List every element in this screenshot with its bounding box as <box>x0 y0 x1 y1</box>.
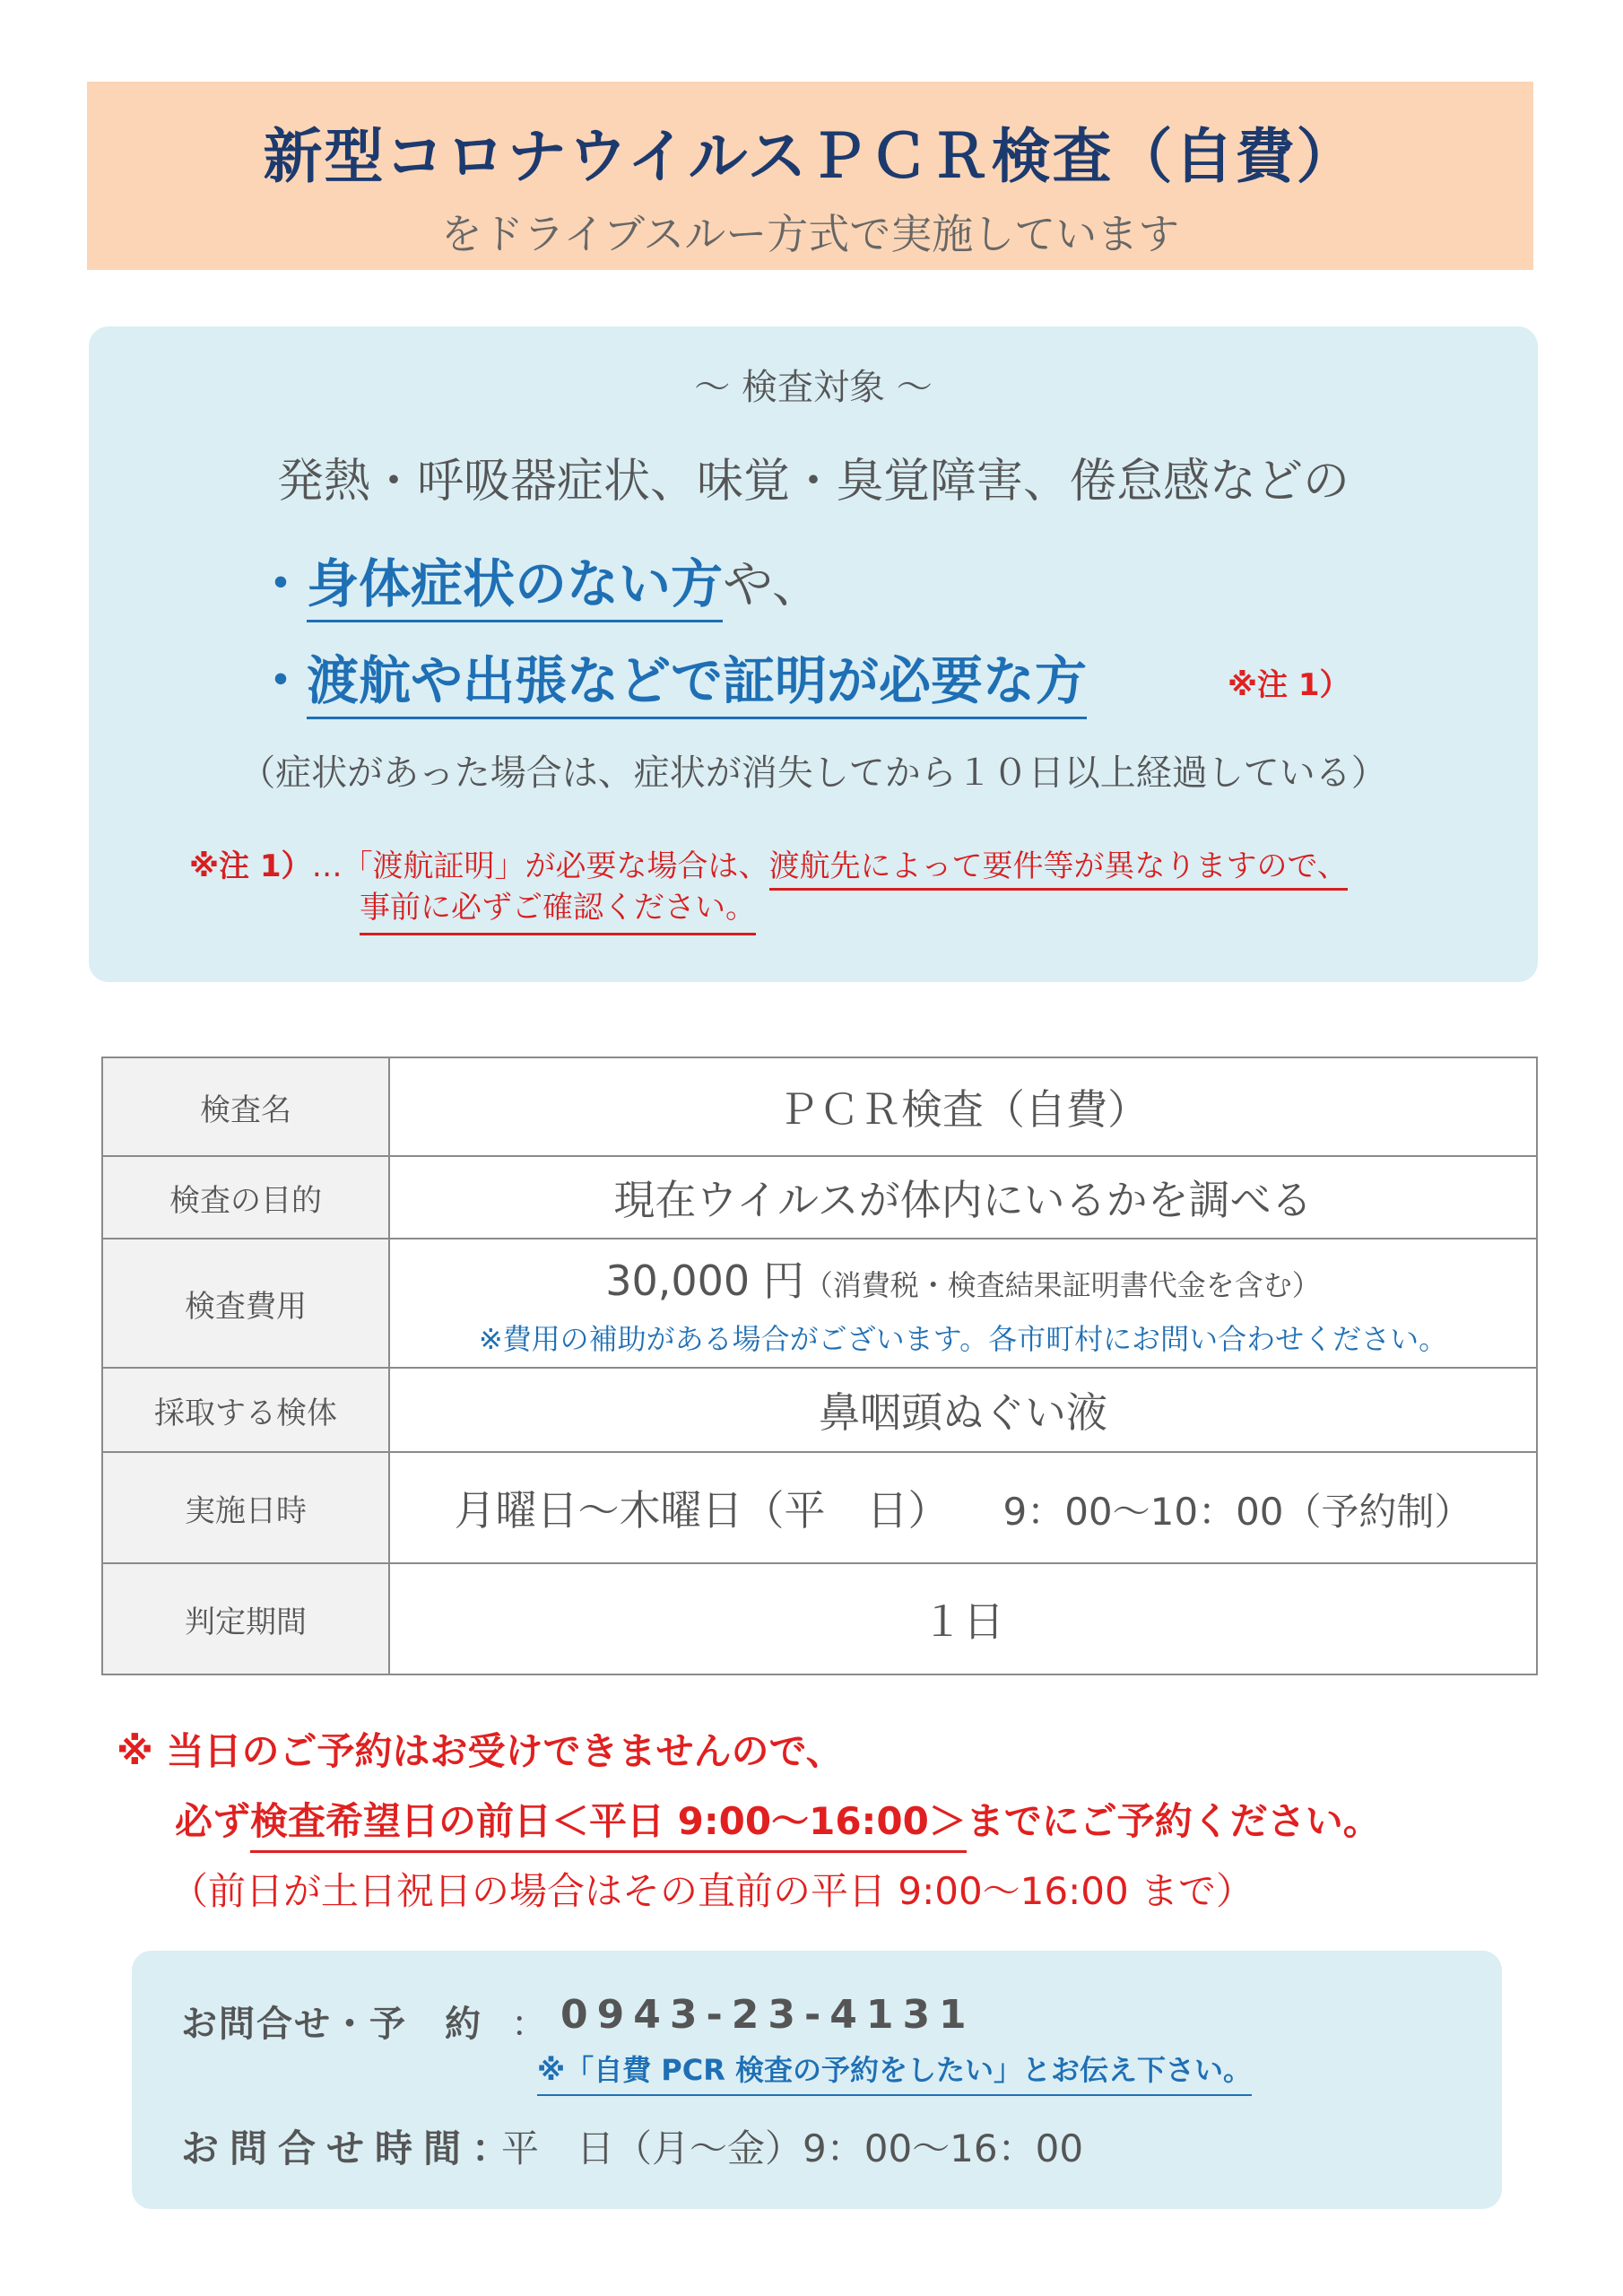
row-value: ＰＣＲ検査（自費） <box>389 1057 1537 1156</box>
target-symptoms: 発熱・呼吸器症状、味覚・臭覚障害、倦怠感などの <box>276 455 1350 509</box>
notice-prefix: 必ず <box>175 1799 251 1843</box>
notice-underlined: 検査希望日の前日＜平日 9:00～16:00＞ <box>250 1799 967 1853</box>
target-item-certificate <box>255 639 1087 714</box>
target-item-suffix: や、 <box>723 556 822 614</box>
notice-line-2 <box>175 1792 1381 1846</box>
cost-note: （消費税・検査結果証明書代金を含む） <box>803 1268 1321 1302</box>
schedule-days: 月曜日～木曜日（平 日） <box>454 1486 950 1535</box>
info-table <box>101 1057 1538 1675</box>
target-item-main: 渡航や出張などで証明が必要な方 <box>307 650 1087 719</box>
note-1-underlined: 渡航先によって要件等が異なりますので、 <box>769 848 1348 891</box>
note-1-line-1 <box>189 841 1348 885</box>
target-condition: （症状があった場合は、症状が消失してから１０日以上経過している） <box>239 752 1387 794</box>
table-row <box>102 1239 1537 1368</box>
note-1-line-2 <box>360 883 756 926</box>
row-label: 検査の目的 <box>102 1156 389 1239</box>
row-label: 実施日時 <box>102 1452 389 1563</box>
page-title: 新型コロナウイルスＰＣＲ検査（自費） <box>263 122 1358 191</box>
target-item-main: 身体症状のない方 <box>307 553 723 622</box>
schedule-time: 9：00～10：00（予約制） <box>1002 1490 1472 1534</box>
hours-value: 平 日（月～金）9：00～16：00 <box>501 2126 1084 2170</box>
row-label: 検査費用 <box>102 1239 389 1368</box>
notice-suffix: までにご予約ください。 <box>966 1799 1381 1843</box>
row-label: 判定期間 <box>102 1563 389 1674</box>
note-1-prefix: ※注 1） <box>189 848 312 884</box>
row-label: 採取する検体 <box>102 1368 389 1452</box>
target-section <box>89 326 1538 982</box>
note-marker: ※注 1） <box>1228 667 1350 703</box>
notice-line-1: ※ 当日のご予約はお受けできませんので、 <box>117 1729 844 1773</box>
bullet: ・ <box>255 650 308 711</box>
table-row <box>102 1452 1537 1563</box>
target-item-no-symptoms <box>255 542 822 617</box>
table-row <box>102 1156 1537 1239</box>
contact-phone-number[interactable]: 0943-23-4131 <box>560 1992 976 2038</box>
subsidy-note: ※費用の補助がある場合がございます。各市町村にお問い合わせください。 <box>478 1322 1448 1356</box>
note-1-text: …「渡航証明」が必要な場合は、 <box>311 848 769 884</box>
notice-line-3: （前日が土日祝日の場合はその直前の平日 9:00～16:00 まで） <box>170 1869 1254 1913</box>
contact-label: お問合せ・予 約 <box>181 2004 482 2045</box>
bullet: ・ <box>255 553 308 614</box>
table-row <box>102 1563 1537 1674</box>
row-value: １日 <box>389 1563 1537 1674</box>
contact-section <box>132 1951 1502 2209</box>
row-value-cost <box>389 1239 1537 1368</box>
note-1-underlined: 事前に必ずご確認ください。 <box>360 890 756 935</box>
table-row <box>102 1368 1537 1452</box>
row-value: 現在ウイルスが体内にいるかを調べる <box>389 1156 1537 1239</box>
header-banner <box>87 82 1533 270</box>
table-row <box>102 1057 1537 1156</box>
contact-separator: ： <box>511 2004 547 2045</box>
row-value-schedule <box>389 1452 1537 1563</box>
target-heading: ～ 検査対象 ～ <box>694 367 933 408</box>
row-value: 鼻咽頭ぬぐい液 <box>389 1368 1537 1452</box>
row-label: 検査名 <box>102 1057 389 1156</box>
hours-label: お問合せ時間： <box>181 2126 521 2170</box>
cost-value: 30,000 円 <box>605 1257 804 1305</box>
contact-note: ※「自費 PCR 検査の予約をしたい」とお伝え下さい。 <box>537 2048 1252 2096</box>
page-subtitle: をドライブスルー方式で実施しています <box>440 210 1180 258</box>
